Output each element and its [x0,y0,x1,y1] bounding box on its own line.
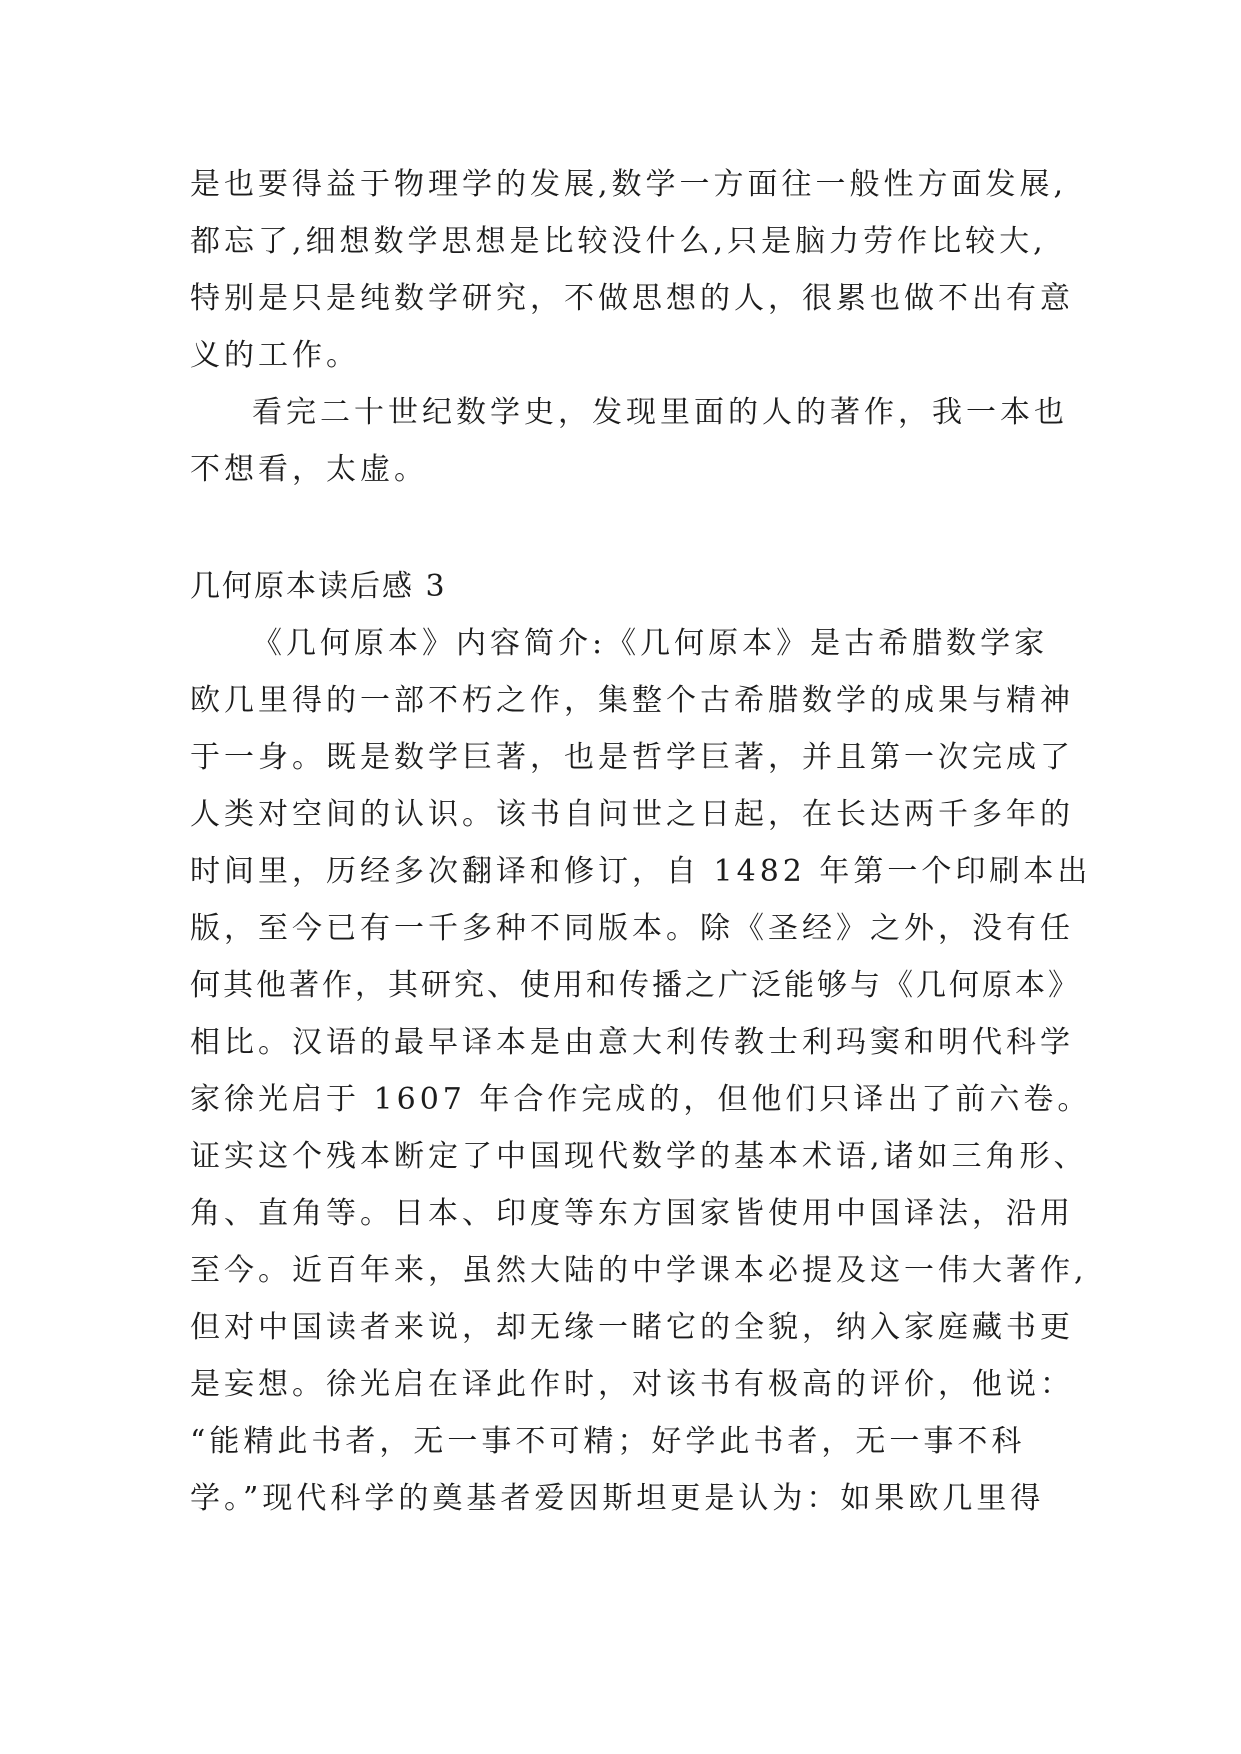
section-heading: 几何原本读后感 3 [190,569,447,604]
paragraph-line: 《几何原本》内容简介:《几何原本》是古希腊数学家 [252,626,1049,661]
paragraph-line: 相比。汉语的最早译本是由意大利传教士利玛窦和明代科学 [190,1025,1074,1060]
paragraph-line: 欧几里得的一部不朽之作，集整个古希腊数学的成果与精神 [190,683,1074,718]
paragraph-line: 时间里，历经多次翻译和修订，自 1482 年第一个印刷本出 [190,854,1092,889]
paragraph-line: 特别是只是纯数学研究，不做思想的人，很累也做不出有意 [190,281,1074,316]
paragraph-line: 于一身。既是数学巨著，也是哲学巨著，并且第一次完成了 [190,740,1074,775]
paragraph-line: 但对中国读者来说，却无缘一睹它的全貌，纳入家庭藏书更 [190,1310,1074,1345]
paragraph-line: 证实这个残本断定了中国现代数学的基本术语,诸如三角形、 [190,1139,1088,1174]
paragraph-line: 是妄想。徐光启在译此作时，对该书有极高的评价，他说： [190,1367,1074,1402]
paragraph-line: 何其他著作，其研究、使用和传播之广泛能够与《几何原本》 [190,968,1081,1003]
paragraph-line: 至今。近百年来，虽然大陆的中学课本必提及这一伟大著作, [190,1253,1088,1288]
paragraph-line: 学。”现代科学的奠基者爱因斯坦更是认为：如果欧几里得 [190,1481,1045,1516]
paragraph-line: “能精此书者，无一事不可精；好学此书者，无一事不科 [190,1424,1026,1459]
paragraph-line: 角、直角等。日本、印度等东方国家皆使用中国译法，沿用 [190,1196,1074,1231]
paragraph-line: 版，至今已有一千多种不同版本。除《圣经》之外，没有任 [190,911,1074,946]
paragraph-line: 家徐光启于 1607 年合作完成的，但他们只译出了前六卷。 [190,1082,1092,1117]
paragraph-line: 看完二十世纪数学史，发现里面的人的著作，我一本也 [252,395,1068,430]
paragraph-line: 不想看，太虚。 [190,452,428,487]
paragraph-line: 是也要得益于物理学的发展,数学一方面往一般性方面发展, [190,167,1068,202]
paragraph-line: 都忘了,细想数学思想是比较没什么,只是脑力劳作比较大, [190,224,1047,259]
paragraph-line: 义的工作。 [190,338,360,373]
paragraph-line: 人类对空间的认识。该书自问世之日起，在长达两千多年的 [190,797,1074,832]
